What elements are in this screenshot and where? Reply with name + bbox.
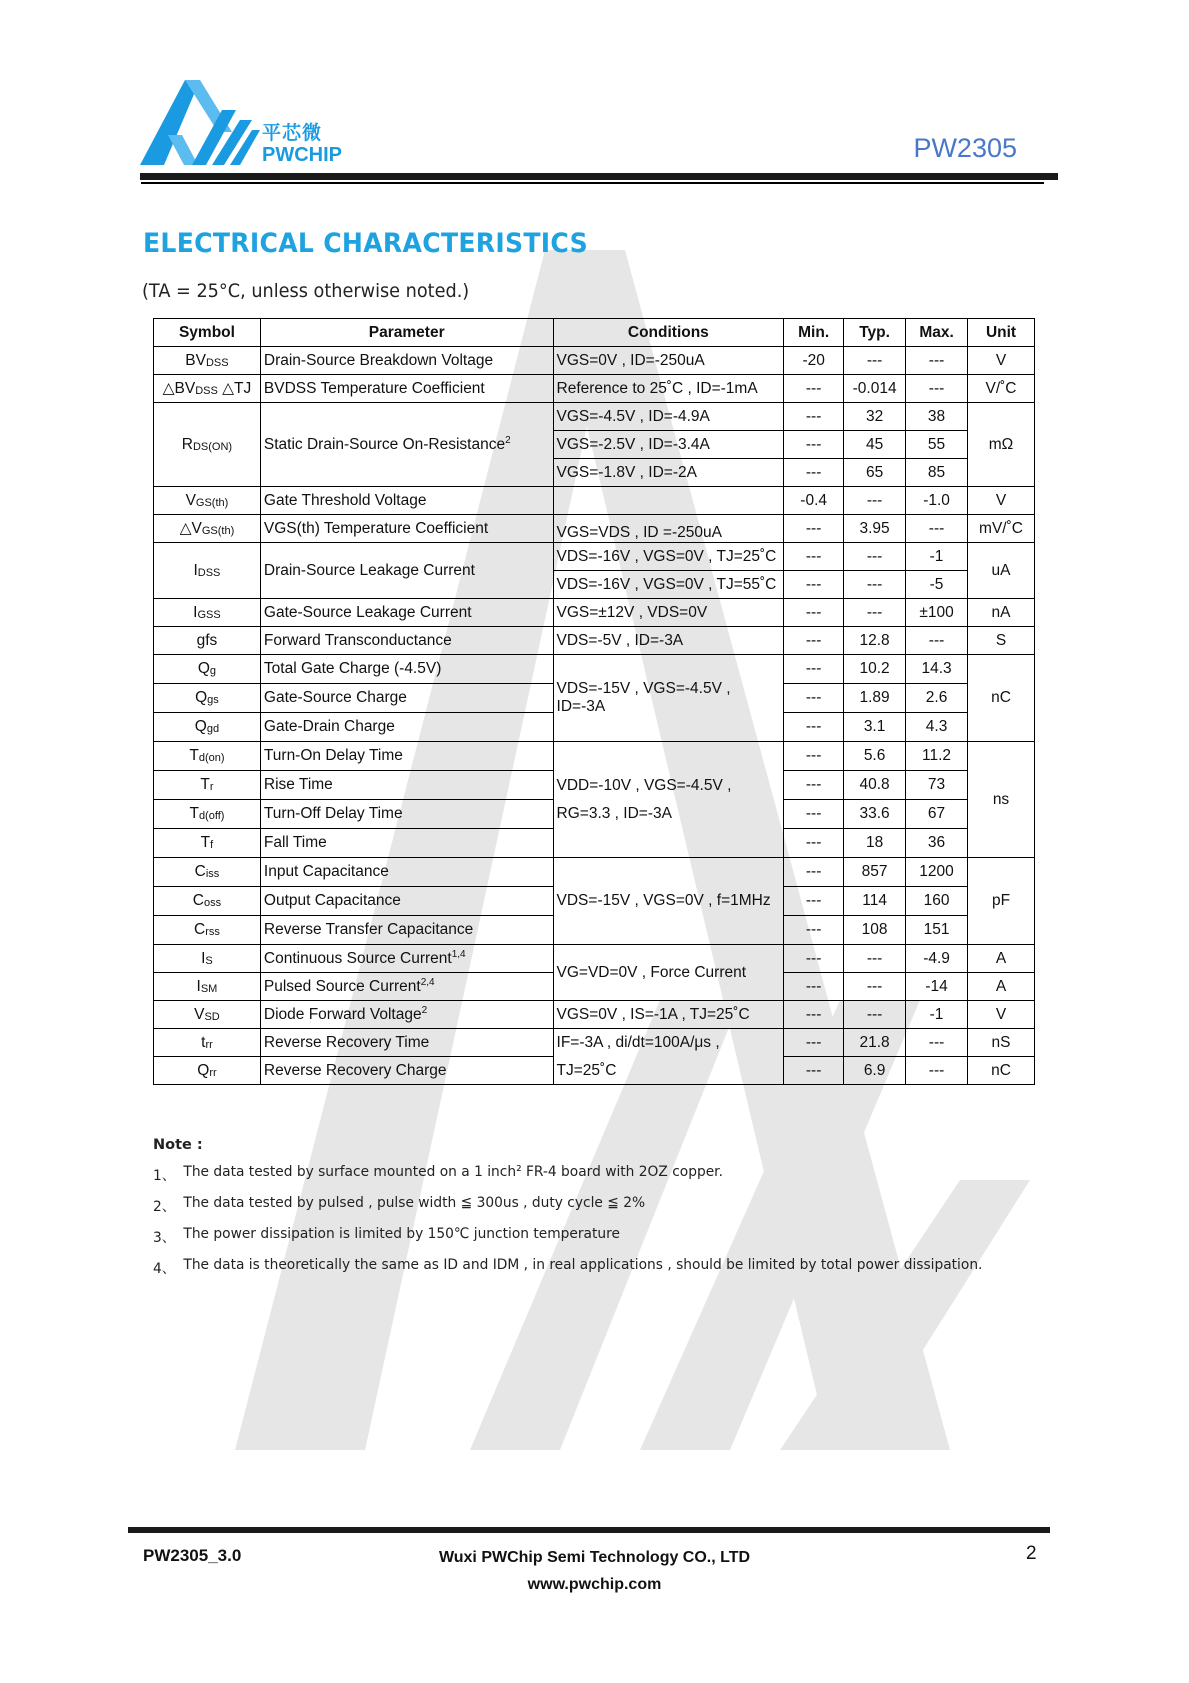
symbol-subscript: g — [209, 665, 217, 677]
max-cell: 67 — [906, 800, 968, 829]
unit-cell: V — [968, 347, 1035, 375]
symbol-subscript: DSS — [205, 356, 229, 369]
conditions-cell — [553, 459, 784, 487]
parameter-cell — [260, 887, 553, 916]
notes-title: Note : — [153, 1137, 203, 1153]
conditions-text-line2: RG=3.3 , ID=-3A — [556, 804, 672, 822]
symbol-subscript: rss — [205, 926, 220, 938]
header-max: Max. — [906, 319, 968, 347]
min-cell: --- — [784, 599, 844, 627]
symbol-subscript: r — [209, 781, 214, 793]
table-row — [154, 1001, 1035, 1029]
min-cell: --- — [784, 684, 844, 713]
symbol-cell — [154, 543, 261, 599]
conditions-text: VGS=-4.5V , ID=-4.9A — [556, 407, 710, 425]
max-cell: --- — [906, 515, 968, 543]
header-parameter: Parameter — [260, 319, 553, 347]
conditions-text: VGS=0V , IS=-1A , TJ=25˚C — [556, 1005, 750, 1023]
unit-cell: uA — [968, 543, 1035, 599]
pwchip-logo-icon — [140, 80, 260, 170]
conditions-cell — [553, 1029, 784, 1085]
parameter-text: Turn-Off Delay Time — [263, 805, 403, 822]
symbol-cell — [154, 684, 261, 713]
typ-cell: --- — [844, 347, 906, 375]
symbol-subscript: DS(ON) — [192, 440, 233, 453]
symbol-subscript: gd — [206, 723, 220, 735]
unit-cell: nS — [968, 1029, 1035, 1057]
parameter-cell — [260, 599, 553, 627]
parameter-cell — [260, 916, 553, 945]
conditions-cell — [553, 571, 784, 599]
table-row — [154, 742, 1035, 771]
parameter-text: Turn-On Delay Time — [263, 747, 403, 764]
typ-cell: --- — [844, 973, 906, 1001]
symbol-main: I — [196, 977, 201, 995]
symbol-main: Q — [194, 718, 207, 735]
footer-version: PW2305_3.0 — [143, 1546, 242, 1565]
symbol-main: T — [200, 776, 210, 793]
parameter-text: Drain-Source Leakage Current — [263, 561, 475, 579]
min-cell: --- — [784, 1057, 844, 1085]
typ-cell: 65 — [844, 459, 906, 487]
symbol-main: △V — [179, 520, 202, 537]
typ-cell: 1.89 — [844, 684, 906, 713]
unit-cell: S — [968, 627, 1035, 655]
min-cell: --- — [784, 431, 844, 459]
symbol-subscript: SM — [200, 982, 218, 995]
symbol-main: R — [181, 435, 193, 453]
unit-cell: nC — [968, 655, 1035, 742]
page-number: 2 — [1026, 1543, 1037, 1564]
parameter-cell — [260, 713, 553, 742]
max-cell: 14.3 — [906, 655, 968, 684]
table-row — [154, 627, 1035, 655]
min-cell: -20 — [784, 347, 844, 375]
parameter-cell — [260, 627, 553, 655]
brand-name: PWCHIP — [262, 144, 342, 166]
min-cell: --- — [784, 459, 844, 487]
min-cell: --- — [784, 1001, 844, 1029]
note-number: 2、 — [153, 1199, 176, 1215]
section-title: ELECTRICAL CHARACTERISTICS — [143, 228, 588, 259]
parameter-cell — [260, 375, 553, 403]
conditions-cell — [553, 375, 784, 403]
note-text: The data tested by pulsed , pulse width ≦ 300us , duty cycle ≦ 2% — [183, 1195, 646, 1211]
note-number: 1、 — [153, 1168, 176, 1184]
typ-cell: --- — [844, 945, 906, 973]
parameter-text: Gate-Drain Charge — [263, 718, 395, 735]
typ-cell: --- — [844, 599, 906, 627]
unit-cell: V/˚C — [968, 375, 1035, 403]
min-cell: --- — [784, 771, 844, 800]
parameter-text: Reverse Transfer Capacitance — [263, 921, 474, 938]
max-cell: 55 — [906, 431, 968, 459]
symbol-subscript: DSS — [195, 385, 218, 397]
parameter-text: Rise Time — [263, 776, 333, 793]
symbol-cell — [154, 713, 261, 742]
symbol-main: BV — [185, 351, 206, 369]
parameter-cell — [260, 487, 553, 515]
max-cell: 36 — [906, 829, 968, 858]
symbol-main: gfs — [196, 631, 218, 649]
min-cell: --- — [784, 916, 844, 945]
conditions-cell — [553, 627, 784, 655]
parameter-text: Reverse Recovery Time — [263, 1033, 430, 1051]
max-cell: ±100 — [906, 599, 968, 627]
symbol-cell — [154, 403, 261, 487]
table-row — [154, 655, 1035, 684]
parameter-cell — [260, 771, 553, 800]
parameter-text: Gate-Source Charge — [263, 689, 407, 706]
table-row — [154, 945, 1035, 973]
parameter-cell — [260, 800, 553, 829]
symbol-subscript: GS(th) — [201, 525, 235, 537]
parameter-cell — [260, 945, 553, 973]
max-cell: 160 — [906, 887, 968, 916]
symbol-main: Q — [197, 1061, 210, 1079]
symbol-main: t — [201, 1033, 206, 1051]
typ-cell: 5.6 — [844, 742, 906, 771]
typ-cell: 108 — [844, 916, 906, 945]
max-cell: -1 — [906, 543, 968, 571]
typ-cell: --- — [844, 543, 906, 571]
symbol-cell — [154, 771, 261, 800]
max-cell: 4.3 — [906, 713, 968, 742]
note-number: 4、 — [153, 1261, 176, 1277]
parameter-text: Fall Time — [263, 834, 327, 851]
max-cell: -5 — [906, 571, 968, 599]
max-cell: -1.0 — [906, 487, 968, 515]
parameter-text: Diode Forward Voltage — [263, 1006, 422, 1023]
note-number: 3、 — [153, 1230, 176, 1246]
symbol-cell — [154, 800, 261, 829]
max-cell: -14 — [906, 973, 968, 1001]
symbol-subscript: GS(th) — [195, 496, 229, 509]
unit-cell: nA — [968, 599, 1035, 627]
symbol-subscript: S — [205, 954, 213, 967]
conditions-text: VGS=-1.8V , ID=-2A — [556, 463, 697, 481]
symbol-main: I — [193, 561, 198, 579]
symbol-cell — [154, 887, 261, 916]
table-header-row — [154, 319, 1035, 347]
conditions-text: VGS=0V , ID=-250uA — [556, 351, 705, 369]
notes-section — [153, 1137, 1026, 1288]
symbol-main: T — [189, 805, 199, 822]
min-cell: --- — [784, 627, 844, 655]
header-typ: Typ. — [844, 319, 906, 347]
footnote-ref: 1,4 — [451, 949, 466, 960]
symbol-main: Q — [197, 660, 210, 677]
parameter-text: Total Gate Charge (-4.5V) — [263, 660, 442, 677]
conditions-text: VDD=-10V , VGS=-4.5V , — [556, 776, 732, 794]
typ-cell: 114 — [844, 887, 906, 916]
table-row — [154, 543, 1035, 571]
footnote-ref: 2,4 — [420, 977, 435, 988]
parameter-text: Continuous Source Current — [263, 950, 452, 967]
min-cell: -0.4 — [784, 487, 844, 515]
brand-name-chinese: 平芯微 — [262, 122, 323, 144]
note-text: The data tested by surface mounted on a 1 inch² FR-4 board with 2OZ copper. — [183, 1164, 723, 1180]
unit-cell: pF — [968, 858, 1035, 945]
unit-cell: mV/˚C — [968, 515, 1035, 543]
min-cell: --- — [784, 375, 844, 403]
typ-cell: --- — [844, 487, 906, 515]
symbol-main: C — [194, 921, 206, 938]
conditions-text: IF=-3A , di/dt=100A/μs , — [556, 1033, 720, 1051]
symbol-cell — [154, 599, 261, 627]
conditions-cell — [553, 431, 784, 459]
symbol-cell — [154, 347, 261, 375]
note-item — [153, 1164, 982, 1195]
table-row — [154, 599, 1035, 627]
parameter-text: Pulsed Source Current — [263, 978, 421, 995]
symbol-cell — [154, 515, 261, 543]
symbol-main: C — [192, 892, 204, 909]
unit-cell: mΩ — [968, 403, 1035, 487]
max-cell: 73 — [906, 771, 968, 800]
conditions-cell — [553, 487, 784, 515]
parameter-cell — [260, 403, 553, 487]
parameter-text: Static Drain-Source On-Resistance — [263, 436, 506, 453]
note-item — [153, 1257, 982, 1288]
symbol-cell — [154, 829, 261, 858]
note-text: The data is theoretically the same as ID and IDM , in real applications , should be limited by total power dissipation. — [183, 1257, 983, 1273]
document-code: PW2305 — [913, 133, 1017, 163]
max-cell: 1200 — [906, 858, 968, 887]
min-cell: --- — [784, 515, 844, 543]
max-cell: 2.6 — [906, 684, 968, 713]
symbol-cell — [154, 1057, 261, 1085]
header-unit: Unit — [968, 319, 1035, 347]
typ-cell: 6.9 — [844, 1057, 906, 1085]
typ-cell: 857 — [844, 858, 906, 887]
parameter-cell — [260, 742, 553, 771]
typ-cell: 32 — [844, 403, 906, 431]
max-cell: 151 — [906, 916, 968, 945]
symbol-main: V — [185, 491, 196, 509]
symbol-cell — [154, 1029, 261, 1057]
unit-cell: ns — [968, 742, 1035, 858]
typ-cell: -0.014 — [844, 375, 906, 403]
conditions-text: VG=VD=0V , Force Current — [556, 963, 747, 981]
typ-cell: 21.8 — [844, 1029, 906, 1057]
symbol-main: C — [194, 863, 206, 880]
note-text: The power dissipation is limited by 150℃ junction temperature — [183, 1226, 620, 1242]
parameter-text: Input Capacitance — [263, 863, 389, 880]
max-cell: --- — [906, 627, 968, 655]
typ-cell: 45 — [844, 431, 906, 459]
table-row — [154, 858, 1035, 887]
symbol-main: Q — [195, 689, 208, 706]
max-cell: 85 — [906, 459, 968, 487]
symbol-cell — [154, 858, 261, 887]
note-item — [153, 1195, 982, 1226]
symbol-cell — [154, 627, 261, 655]
symbol-subscript: SD — [204, 1010, 220, 1023]
symbol-cell — [154, 1001, 261, 1029]
table-row — [154, 347, 1035, 375]
parameter-cell — [260, 973, 553, 1001]
min-cell: --- — [784, 543, 844, 571]
symbol-subscript: GSS — [197, 608, 221, 621]
conditions-cell — [553, 515, 784, 543]
symbol-subscript: gs — [207, 694, 219, 706]
symbol-cell — [154, 375, 261, 403]
symbol-main: V — [194, 1005, 205, 1023]
conditions-text-line2: TJ=25˚C — [556, 1061, 617, 1079]
symbol-main: T — [189, 747, 199, 764]
conditions-cell — [553, 599, 784, 627]
conditions-text: VGS=VDS , ID =-250uA — [556, 524, 722, 541]
min-cell: --- — [784, 945, 844, 973]
max-cell: -1 — [906, 1001, 968, 1029]
typ-cell: 3.1 — [844, 713, 906, 742]
footer-url[interactable]: www.pwchip.com — [527, 1576, 662, 1593]
conditions-text: VDS=-16V , VGS=0V , TJ=25˚C — [556, 547, 777, 565]
parameter-text: Gate Threshold Voltage — [263, 491, 427, 509]
conditions-text: VDS=-15V , VGS=-4.5V , ID=-3A — [556, 680, 731, 715]
min-cell: --- — [784, 829, 844, 858]
conditions-cell — [553, 403, 784, 431]
conditions-cell — [553, 945, 784, 1001]
symbol-subscript: f — [210, 839, 214, 851]
typ-cell: 40.8 — [844, 771, 906, 800]
typ-cell: 33.6 — [844, 800, 906, 829]
parameter-text: VGS(th) Temperature Coefficient — [263, 519, 489, 537]
parameter-text: Gate-Source Leakage Current — [263, 603, 472, 621]
symbol-cell — [154, 973, 261, 1001]
unit-cell: nC — [968, 1057, 1035, 1085]
min-cell: --- — [784, 800, 844, 829]
note-item — [153, 1226, 982, 1257]
table-row — [154, 487, 1035, 515]
footer-divider — [128, 1527, 1050, 1533]
unit-cell: V — [968, 487, 1035, 515]
symbol-subscript: d(on) — [198, 752, 225, 764]
max-cell: --- — [906, 1029, 968, 1057]
symbol-cell — [154, 487, 261, 515]
conditions-cell — [553, 858, 784, 945]
min-cell: --- — [784, 655, 844, 684]
min-cell: --- — [784, 973, 844, 1001]
symbol-cell — [154, 655, 261, 684]
conditions-cell — [553, 655, 784, 742]
typ-cell: --- — [844, 571, 906, 599]
symbol-subscript: rr — [209, 1066, 217, 1079]
symbol-main: I — [193, 603, 198, 621]
symbol-cell — [154, 916, 261, 945]
min-cell: --- — [784, 742, 844, 771]
parameter-cell — [260, 655, 553, 684]
symbol-subscript: oss — [203, 897, 222, 909]
header-divider — [140, 173, 1058, 180]
section-subtitle: (TA = 25°C, unless otherwise noted.) — [142, 280, 470, 302]
max-cell: 11.2 — [906, 742, 968, 771]
parameter-cell — [260, 543, 553, 599]
parameter-text: Reverse Recovery Charge — [263, 1061, 447, 1079]
unit-cell: A — [968, 945, 1035, 973]
header-divider-thin — [141, 182, 1044, 184]
symbol-cell — [154, 945, 261, 973]
parameter-text: BVDSS Temperature Coefficient — [263, 379, 485, 397]
parameter-cell — [260, 1029, 553, 1057]
parameter-cell — [260, 515, 553, 543]
symbol-cell — [154, 742, 261, 771]
parameter-text: Output Capacitance — [263, 892, 401, 909]
parameter-text: Drain-Source Breakdown Voltage — [263, 351, 494, 369]
unit-cell: A — [968, 973, 1035, 1001]
footnote-ref: 2 — [421, 1005, 428, 1016]
parameter-cell — [260, 347, 553, 375]
table-row — [154, 375, 1035, 403]
max-cell: --- — [906, 375, 968, 403]
symbol-subscript: iss — [205, 868, 220, 880]
conditions-text: VGS=-2.5V , ID=-3.4A — [556, 435, 710, 453]
conditions-text: Reference to 25˚C , ID=-1mA — [556, 379, 758, 397]
max-cell: --- — [906, 1057, 968, 1085]
min-cell: --- — [784, 1029, 844, 1057]
symbol-main: T — [200, 834, 211, 851]
parameter-cell — [260, 829, 553, 858]
min-cell: --- — [784, 403, 844, 431]
typ-cell: --- — [844, 1001, 906, 1029]
max-cell: -4.9 — [906, 945, 968, 973]
footnote-ref: 2 — [505, 435, 511, 446]
parameter-cell — [260, 1057, 553, 1085]
conditions-text: VGS=±12V , VDS=0V — [556, 603, 708, 621]
symbol-subscript: rr — [205, 1038, 213, 1051]
typ-cell: 18 — [844, 829, 906, 858]
header-symbol: Symbol — [154, 319, 261, 347]
header-conditions: Conditions — [553, 319, 784, 347]
min-cell: --- — [784, 887, 844, 916]
conditions-text: VDS=-5V , ID=-3A — [556, 631, 684, 649]
parameter-text: Forward Transconductance — [263, 631, 452, 649]
conditions-cell — [553, 1001, 784, 1029]
symbol-tail: △TJ — [217, 380, 252, 397]
max-cell: --- — [906, 347, 968, 375]
conditions-text: VDS=-16V , VGS=0V , TJ=55˚C — [556, 575, 777, 593]
parameter-cell — [260, 1001, 553, 1029]
conditions-cell — [553, 742, 784, 858]
min-cell: --- — [784, 713, 844, 742]
min-cell: --- — [784, 858, 844, 887]
conditions-text: VDS=-15V , VGS=0V , f=1MHz — [556, 892, 771, 909]
typ-cell: 12.8 — [844, 627, 906, 655]
footer-company: Wuxi PWChip Semi Technology CO., LTD — [438, 1549, 751, 1566]
conditions-cell — [553, 543, 784, 571]
parameter-cell — [260, 858, 553, 887]
parameter-cell — [260, 684, 553, 713]
table-row — [154, 1029, 1035, 1057]
symbol-main: I — [201, 949, 206, 967]
symbol-subscript: DSS — [197, 566, 221, 579]
max-cell: 38 — [906, 403, 968, 431]
symbol-main: △BV — [162, 380, 196, 397]
conditions-cell — [553, 347, 784, 375]
unit-cell: V — [968, 1001, 1035, 1029]
min-cell: --- — [784, 571, 844, 599]
electrical-characteristics-table — [153, 318, 1035, 1085]
symbol-subscript: d(off) — [198, 810, 225, 822]
table-row — [154, 403, 1035, 431]
typ-cell: 10.2 — [844, 655, 906, 684]
header-min: Min. — [784, 319, 844, 347]
table-row — [154, 515, 1035, 543]
typ-cell: 3.95 — [844, 515, 906, 543]
